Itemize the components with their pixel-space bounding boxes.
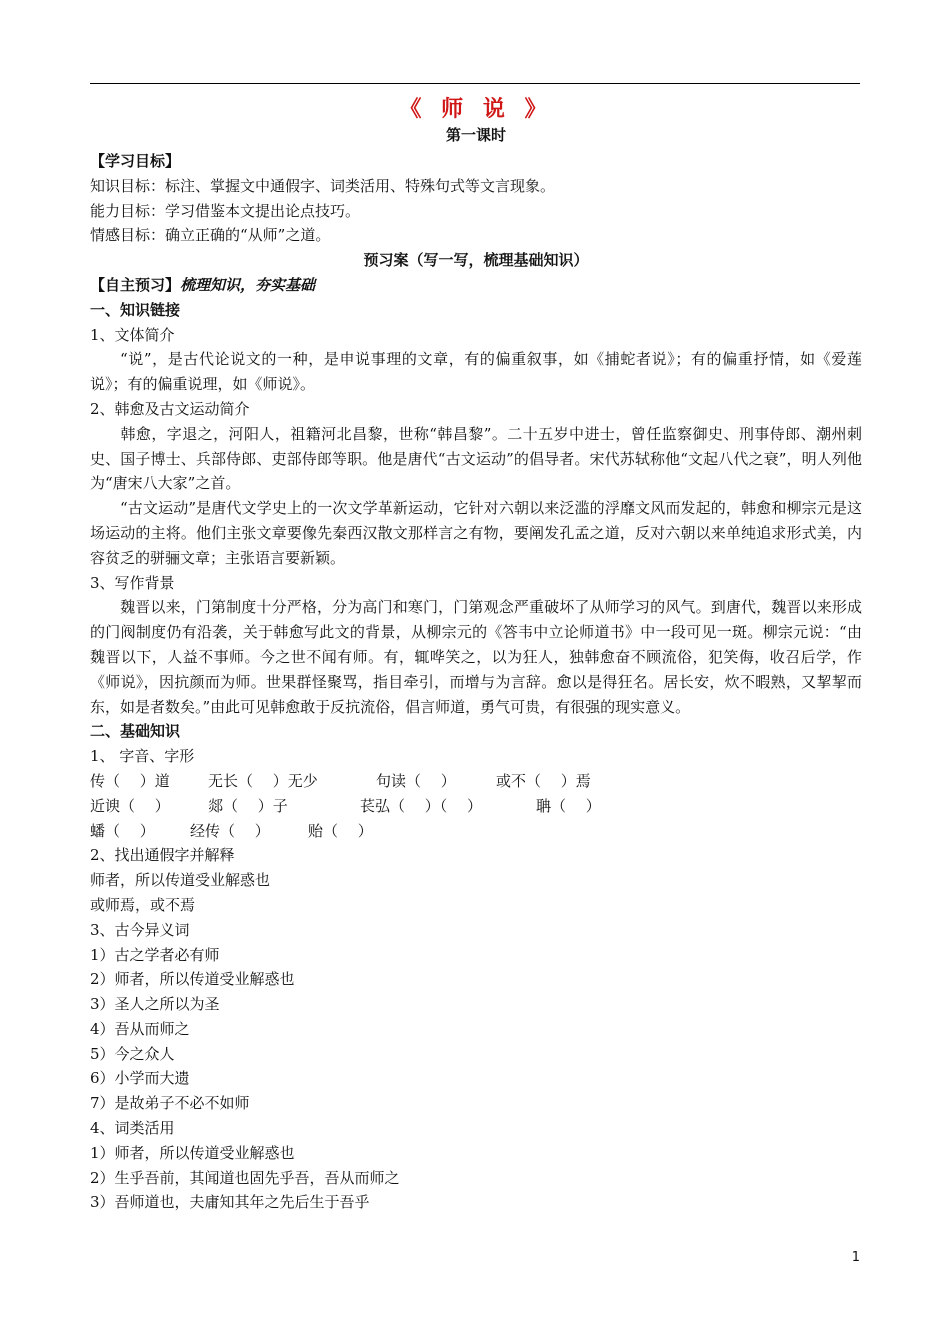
pron-item: 或不（ ）焉: [496, 771, 591, 790]
self-study-subtitle: 梳理知识，夯实基础: [180, 275, 316, 294]
pron-item: 贻（ ）: [308, 821, 373, 840]
hanyu-text: 韩愈，字退之，河阳人，祖籍河北昌黎，世称“韩昌黎”。二十五岁中进士，曾任监察御史、刑事侍郎、潮州刺史、国子博士、兵部侍郎、吏部侍郎等职。他是唐代“古文运动”的倡导者。宋代苏轼称他“文起八代之衰”，明人列他为“唐宋八大家”之首。: [90, 424, 862, 493]
gujin-item: 2）师者，所以传道受业解惑也: [90, 970, 295, 989]
section-2-4-heading: 4、词类活用: [90, 1119, 175, 1138]
background-paragraph: [90, 595, 862, 719]
pron-item: 经传（ ）: [190, 821, 270, 840]
pron-item: 近谀（ ）: [90, 796, 170, 815]
background-text: 魏晋以来，门第制度十分严格，分为高门和寒门，门第观念严重破坏了从师学习的风气。到唐代，魏晋以来形成的门阀制度仍有沿袭，关于韩愈写此文的背景，从柳宗元的《答韦中立论师道书》中一段可见一斑。柳宗元说：“由魏晋以下，人益不事师。今之世不闻有师。有，辄哗笑之，以为狂人，独韩愈奋不顾流俗，犯笑侮，收召后学，作《师说》，因抗颜而为师。世果群怪聚骂，指目牵引，而增与为言辞。愈以是得狂名。居长安，炊不暇熟，又挈挈而东，如是者数矣。”由此可见韩愈敢于反抗流俗，倡言师道，勇气可贵，有很强的现实意义。: [90, 598, 862, 716]
pronunciation-row-3: [90, 819, 862, 844]
section-2-2-heading: 2、找出通假字并解释: [90, 846, 235, 865]
pron-item: 句读（ ）: [376, 771, 456, 790]
section-1-3-heading: 3、写作背景: [90, 573, 175, 592]
self-study-label: 【自主预习】: [90, 275, 181, 294]
pron-item: 聃（ ）: [536, 796, 601, 815]
goals-heading: 【学习目标】: [90, 152, 181, 170]
preview-heading: 预习案（写一写，梳理基础知识）: [363, 251, 589, 270]
pron-item: 蟠（ ）: [90, 821, 155, 840]
gujin-item: 4）吾从而师之: [90, 1019, 190, 1038]
goal-knowledge: 知识目标：标注、掌握文中通假字、词类活用、特殊句式等文言现象。: [90, 176, 556, 195]
section-2-3-heading: 3、古今异义词: [90, 920, 190, 939]
section-2-1-heading: 1、 字音、字形: [90, 747, 195, 766]
document-subtitle: 第一课时: [445, 126, 506, 144]
self-study-heading: [90, 273, 862, 298]
section-2-heading: 二、基础知识: [90, 722, 181, 741]
section-1-1-heading: 1、文体简介: [90, 325, 175, 344]
gujin-item: 7）是故弟子不必不如师: [90, 1094, 250, 1113]
goal-emotion: 情感目标：确立正确的“从师”之道。: [90, 226, 331, 245]
genre-intro-paragraph: [90, 347, 862, 397]
pronunciation-row-1: [90, 769, 862, 794]
header-rule: [90, 83, 860, 84]
gujin-item: 1）古之学者必有师: [90, 945, 220, 964]
pron-item: 郯（ ）子: [208, 796, 288, 815]
page-number: 1: [851, 1250, 860, 1265]
tongjia-item: 或师焉，或不焉: [90, 895, 196, 914]
section-1-2-heading: 2、韩愈及古文运动简介: [90, 399, 250, 418]
pron-item: 无长（ ）无少: [208, 771, 318, 790]
gujin-item: 3）圣人之所以为圣: [90, 995, 220, 1014]
pron-item: 传（ ）道: [90, 771, 170, 790]
cilei-item: 3）吾师道也，夫庸知其年之先后生于吾乎: [90, 1193, 370, 1212]
gujin-item: 6）小学而大遗: [90, 1069, 190, 1088]
cilei-item: 2）生乎吾前，其闻道也固先乎吾，吾从而师之: [90, 1168, 400, 1187]
section-1-heading: 一、知识链接: [90, 300, 181, 319]
document-title: 《 师 说 》: [399, 96, 553, 122]
hanyu-paragraph: [90, 422, 862, 496]
genre-intro-text: “说”，是古代论说文的一种，是申说事理的文章，有的偏重叙事，如《捕蛇者说》；有的偏重抒情，如《爱莲说》；有的偏重说理，如《师说》。: [90, 350, 862, 394]
goal-ability: 能力目标：学习借鉴本文提出论点技巧。: [90, 201, 361, 220]
pron-item: 苌弘（ ）（ ）: [360, 796, 483, 815]
guwen-movement-paragraph: [90, 496, 862, 570]
gujin-item: 5）今之众人: [90, 1044, 175, 1063]
pronunciation-row-2: [90, 794, 862, 819]
document-page: [90, 94, 862, 1215]
guwen-movement-text: “古文运动”是唐代文学史上的一次文学革新运动，它针对六朝以来泛滥的浮靡文风而发起的，韩愈和柳宗元是这场运动的主将。他们主张文章要像先秦西汉散文那样言之有物，要阐发孔孟之道，反对六朝以来单纯追求形式美，内容贫乏的骈骊文章；主张语言要新颖。: [90, 499, 862, 567]
cilei-item: 1）师者，所以传道受业解惑也: [90, 1143, 295, 1162]
tongjia-item: 师者，所以传道受业解惑也: [90, 871, 271, 890]
